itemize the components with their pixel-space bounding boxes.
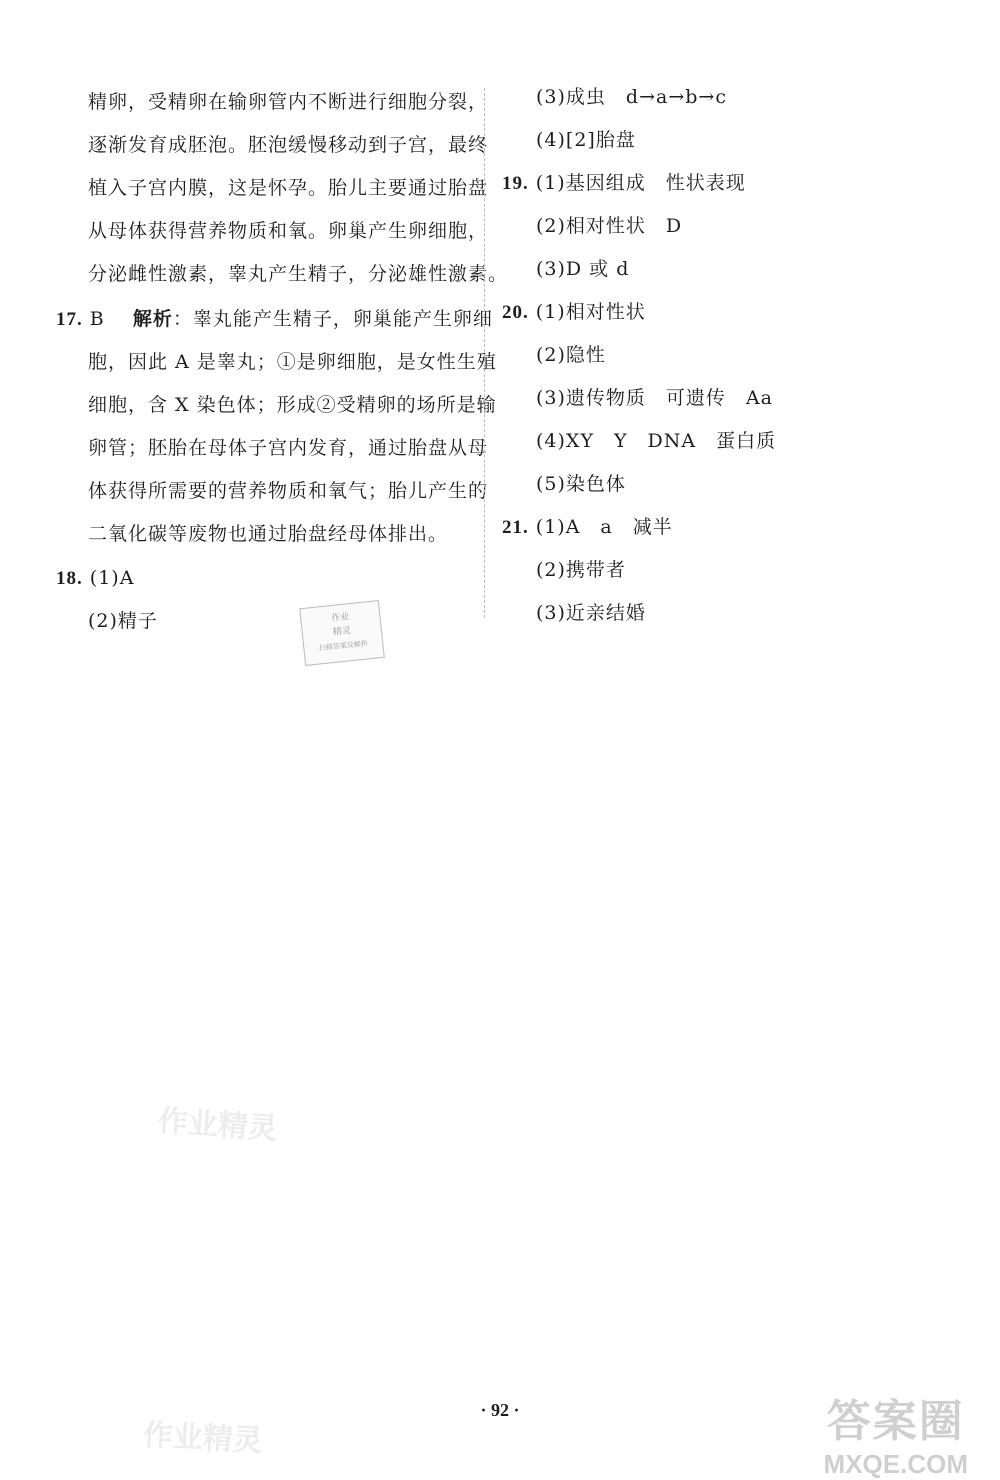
text-line: 精卵，受精卵在输卵管内不断进行细胞分裂，	[88, 91, 489, 113]
question-number: 21.	[502, 517, 529, 538]
sub-answer: (3)D 或 d	[536, 258, 630, 280]
sub-answer: (1)相对性状	[535, 301, 646, 323]
question-number: 17.	[56, 309, 83, 330]
question-number: 20.	[502, 302, 529, 323]
stamp-logo: 作业 精灵 扫描答案及解析	[299, 600, 385, 666]
sub-answer: (1)A a 减半	[535, 516, 673, 538]
sub-answer: (2)隐性	[536, 344, 606, 366]
question-18	[56, 566, 134, 591]
question-number: 19.	[502, 173, 529, 194]
question-17	[56, 307, 493, 332]
question-20	[502, 300, 646, 325]
sub-answer: (5)染色体	[536, 473, 626, 495]
question-19	[502, 171, 746, 196]
text-line: 细胞，含 X 染色体；形成②受精卵的场所是输	[88, 394, 497, 416]
text-line: 植入子宫内膜，这是怀孕。胎儿主要通过胎盘	[88, 177, 489, 199]
text-line: 分泌雌性激素，睾丸产生精子，分泌雄性激素。	[88, 263, 509, 285]
page-number: · 92 ·	[480, 1400, 520, 1420]
text-line: 胞，因此 A 是睾丸；①是卵细胞，是女性生殖	[88, 351, 497, 373]
watermark-center: 作业精灵	[156, 1103, 279, 1148]
sub-answer: (2)相对性状 D	[536, 215, 683, 237]
sub-answer: (3)遗传物质 可遗传 Aa	[536, 387, 773, 409]
text-line: 卵管；胚胎在母体子宫内发育，通过胎盘从母	[88, 437, 489, 459]
sub-answer: (1)基因组成 性状表现	[535, 172, 746, 194]
answer: B	[89, 308, 105, 330]
text-line: 从母体获得营养物质和氧。卵巢产生卵细胞，	[88, 220, 489, 242]
sub-answer: (4)[2]胎盘	[536, 129, 636, 151]
text-line: 体获得所需要的营养物质和氧气；胎儿产生的	[88, 480, 489, 502]
sub-answer: (2)精子	[88, 610, 158, 632]
text-line: 逐渐发育成胚泡。胚泡缓慢移动到子宫，最终	[88, 134, 489, 156]
brand-watermark: 答案圈 MXQE.COM	[823, 1397, 968, 1479]
sub-answer: (2)携带者	[536, 559, 626, 581]
analysis-label: 解析	[132, 308, 173, 330]
text-line: 二氧化碳等废物也通过胎盘经母体排出。	[88, 523, 449, 545]
sub-answer: (3)近亲结婚	[536, 602, 646, 624]
question-21	[502, 515, 673, 540]
column-divider	[484, 88, 485, 618]
sub-answer: (1)A	[89, 567, 135, 589]
sub-answer: (4)XY Y DNA 蛋白质	[536, 430, 777, 452]
question-number: 18.	[56, 568, 83, 589]
sub-answer: (3)成虫 d→a→b→c	[536, 86, 727, 108]
watermark-bottom: 作业精灵	[141, 1417, 264, 1460]
analysis-text: ：睾丸能产生精子，卵巢能产生卵细	[172, 308, 493, 330]
